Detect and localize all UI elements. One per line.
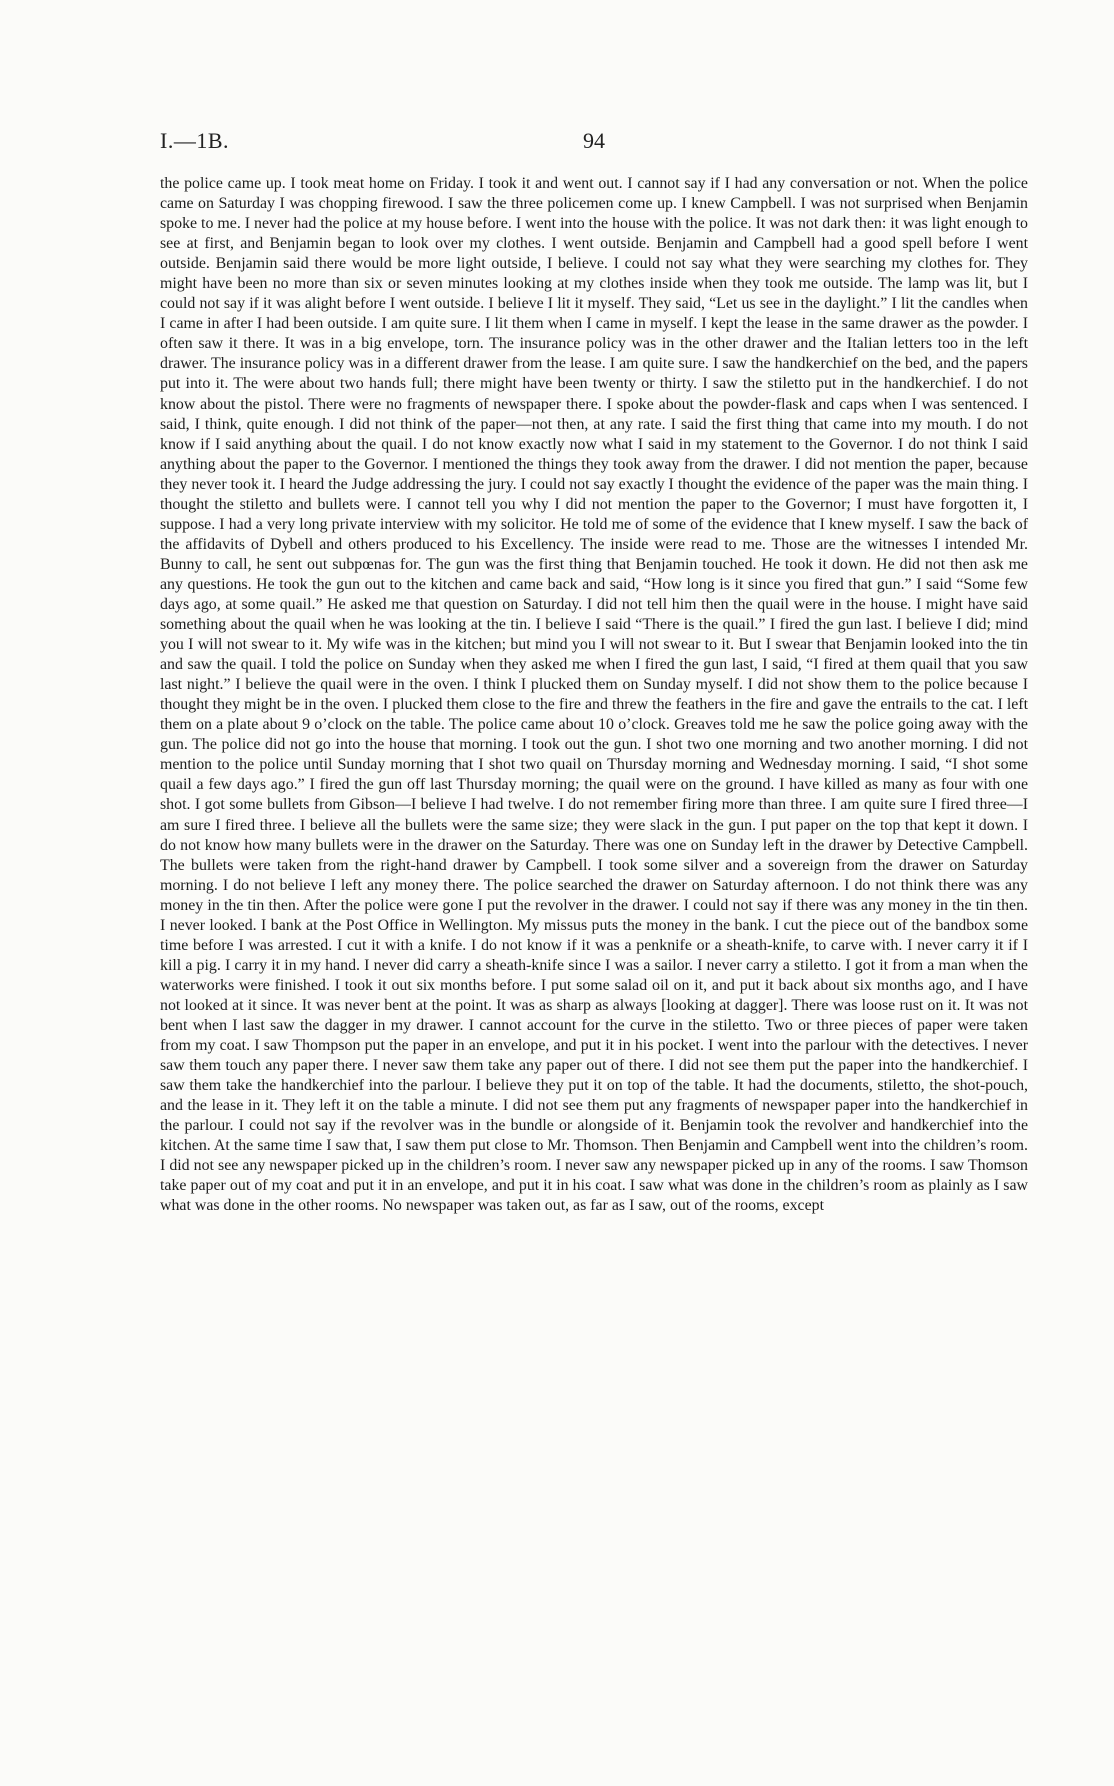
paragraph: the police came up. I took meat home on Friday. I took it and went out. I cannot say if I had any conversation or not. When the police came on Saturday I was chopping firewood. I saw the three policemen come up. I knew Campbell. I was not surprised when Benjamin spoke to me. I never had the police at my house before. I went into the house with the police. It was not dark then: it was light enough to see at first, and Benjamin began to look over my clothes. I went outside. Benjamin and Campbell had a good spell before I went outside. Benjamin said there would be more light outside, I believe. I could not say what they were searching my clothes for. They might have been no more than six or seven minutes looking at my clothes inside when they took me outside. The lamp was lit, but I could not say if it was alight before I went outside. I believe I lit it myself. They said, “Let us see in the daylight.” I lit the candles when I came in after I had been outside. I am quite sure. I lit them when I came in myself. I kept the lease in the same drawer as the powder. I often saw it there. It was in a big envelope, torn. The insurance policy was in the other drawer and the Italian letters too in the left drawer. The insurance policy was in a different drawer from the lease. I am quite sure. I saw the handkerchief on the bed, and the papers put into it. The were about two hands full; there might have been twenty or thirty. I saw the stiletto put in the handkerchief. I do not know about the pistol. There were no fragments of newspaper there. I spoke about the powder-flask and caps when I was sentenced. I said, I think, quite enough. I did not think of the paper—not then, at any rate. I said the first thing that came into my mouth. I do not know if I said anything about the quail. I do not know exactly now what I said in my statement to the Governor. I do not think I said anything about the paper to the Governor. I mentioned the things they took away from the drawer. I did not mention the paper, because they never took it. I heard the Judge addressing the jury. I could not say exactly I thought the evidence of the paper was the main thing. I thought the stiletto and bullets were. I cannot tell you why I did not mention the paper to the Governor; I must have forgotten it, I suppose. I had a very long private interview with my solicitor. He told me of some of the evidence that I knew myself. I saw the back of the affidavits of Dybell and others produced to his Excellency. The inside were read to me. Those are the witnesses I intended Mr. Bunny to call, he sent out subpœnas for. The gun was the first thing that Benjamin touched. He took it down. He did not then ask me any questions. He took the gun out to the kitchen and came back and said, “How long is it since you fired that gun.” I said “Some few days ago, at some quail.” He asked me that question on Saturday. I did not tell him then the quail were in the house. I might have said something about the quail when he was looking at the tin. I believe I said “There is the quail.” I fired the gun last. I believe I did; mind you I will not swear to it. My wife was in the kitchen; but mind you I will not swear to it. But I swear that Benjamin looked into the tin and saw the quail. I told the police on Sunday when they asked me when I fired the gun last, I said, “I fired at them quail that you saw last night.” I believe the quail were in the oven. I think I plucked them on Sunday myself. I did not show them to the police because I thought they might be in the oven. I plucked them close to the fire and threw the feathers in the fire and gave the entrails to the cat. I left them on a plate about 9 o’clock on the table. The police came about 10 o’clock. Greaves told me he saw the police going away with the gun. The police did not go into the house that morning. I took out the gun. I shot two one morning and two another morning. I did not mention to the police until Sunday morning that I shot two quail on Thursday morning and Wednesday morning. I said, “I shot some quail a few days ago.” I fired the gun off last Thursday morning; the quail were on the ground. I have killed as many as four with one shot. I got some bullets from Gibson—I believe I had twelve. I do not remember firing more than three. I am quite sure I fired three—I am sure I fired three. I believe all the bullets were the same size; they were slack in the gun. I put paper on the top that kept it down. I do not know how many bullets were in the drawer on the Saturday. There was one on Sunday left in the drawer by Detective Campbell. The bullets were taken from the right-hand drawer by Campbell. I took some silver and a sovereign from the drawer on Saturday morning. I do not believe I left any money there. The police searched the drawer on Saturday afternoon. I do not think there was any money in the tin then. After the police were gone I put the revolver in the drawer. I could not say if there was any money in the tin then. I never looked. I bank at the Post Office in Wellington. My missus puts the money in the bank. I cut the piece out of the bandbox some time before I was arrested. I cut it with a knife. I do not know if it was a penknife or a sheath-knife, to carve with. I never carry it if I kill a pig. I carry it in my hand. I never did carry a sheath-knife since I was a sailor. I never carry a stiletto. I got it from a man when the waterworks were finished. I took it out six months before. I put some salad oil on it, and put it back about six months ago, and I have not looked at it since. It was never bent at the point. It was as sharp as always [looking at dagger]. There was loose rust on it. It was not bent when I last saw the dagger in my drawer. I cannot account for the curve in the stiletto. Two or three pieces of paper were taken from my coat. I saw Thompson put the paper in an envelope, and put it in his pocket. I went into the parlour with the detectives. I never saw them touch any paper there. I never saw them take any paper out of there. I did not see them put the paper into the handkerchief. I saw them take the handkerchief into the parlour. I believe they put it on top of the table. It had the documents, stiletto, the shot-pouch, and the lease in it. They left it on the table a minute. I did not see them put any fragments of newspaper paper into the handkerchief in the parlour. I could not say if the revolver was in the bundle or alongside of it. Benjamin took the revolver and handkerchief into the kitchen. At the same time I saw that, I saw them put close to Mr. Thomson. Then Benjamin and Campbell went into the children’s room. I did not see any newspaper picked up in the children’s room. I never saw any newspaper picked up in any of the rooms. I saw Thomson take paper out of my coat and put it in an envelope, and put it in his coat. I saw what was done in the children’s room as plainly as I saw what was done in the other rooms. No newspaper was taken out, as far as I saw, out of the rooms, except xyxy=(160,175,1028,1215)
page-header xyxy=(160,124,1028,164)
document-reference: I.—1B. xyxy=(160,128,229,153)
page-number: 94 xyxy=(583,128,605,153)
body-text xyxy=(160,174,1028,1216)
